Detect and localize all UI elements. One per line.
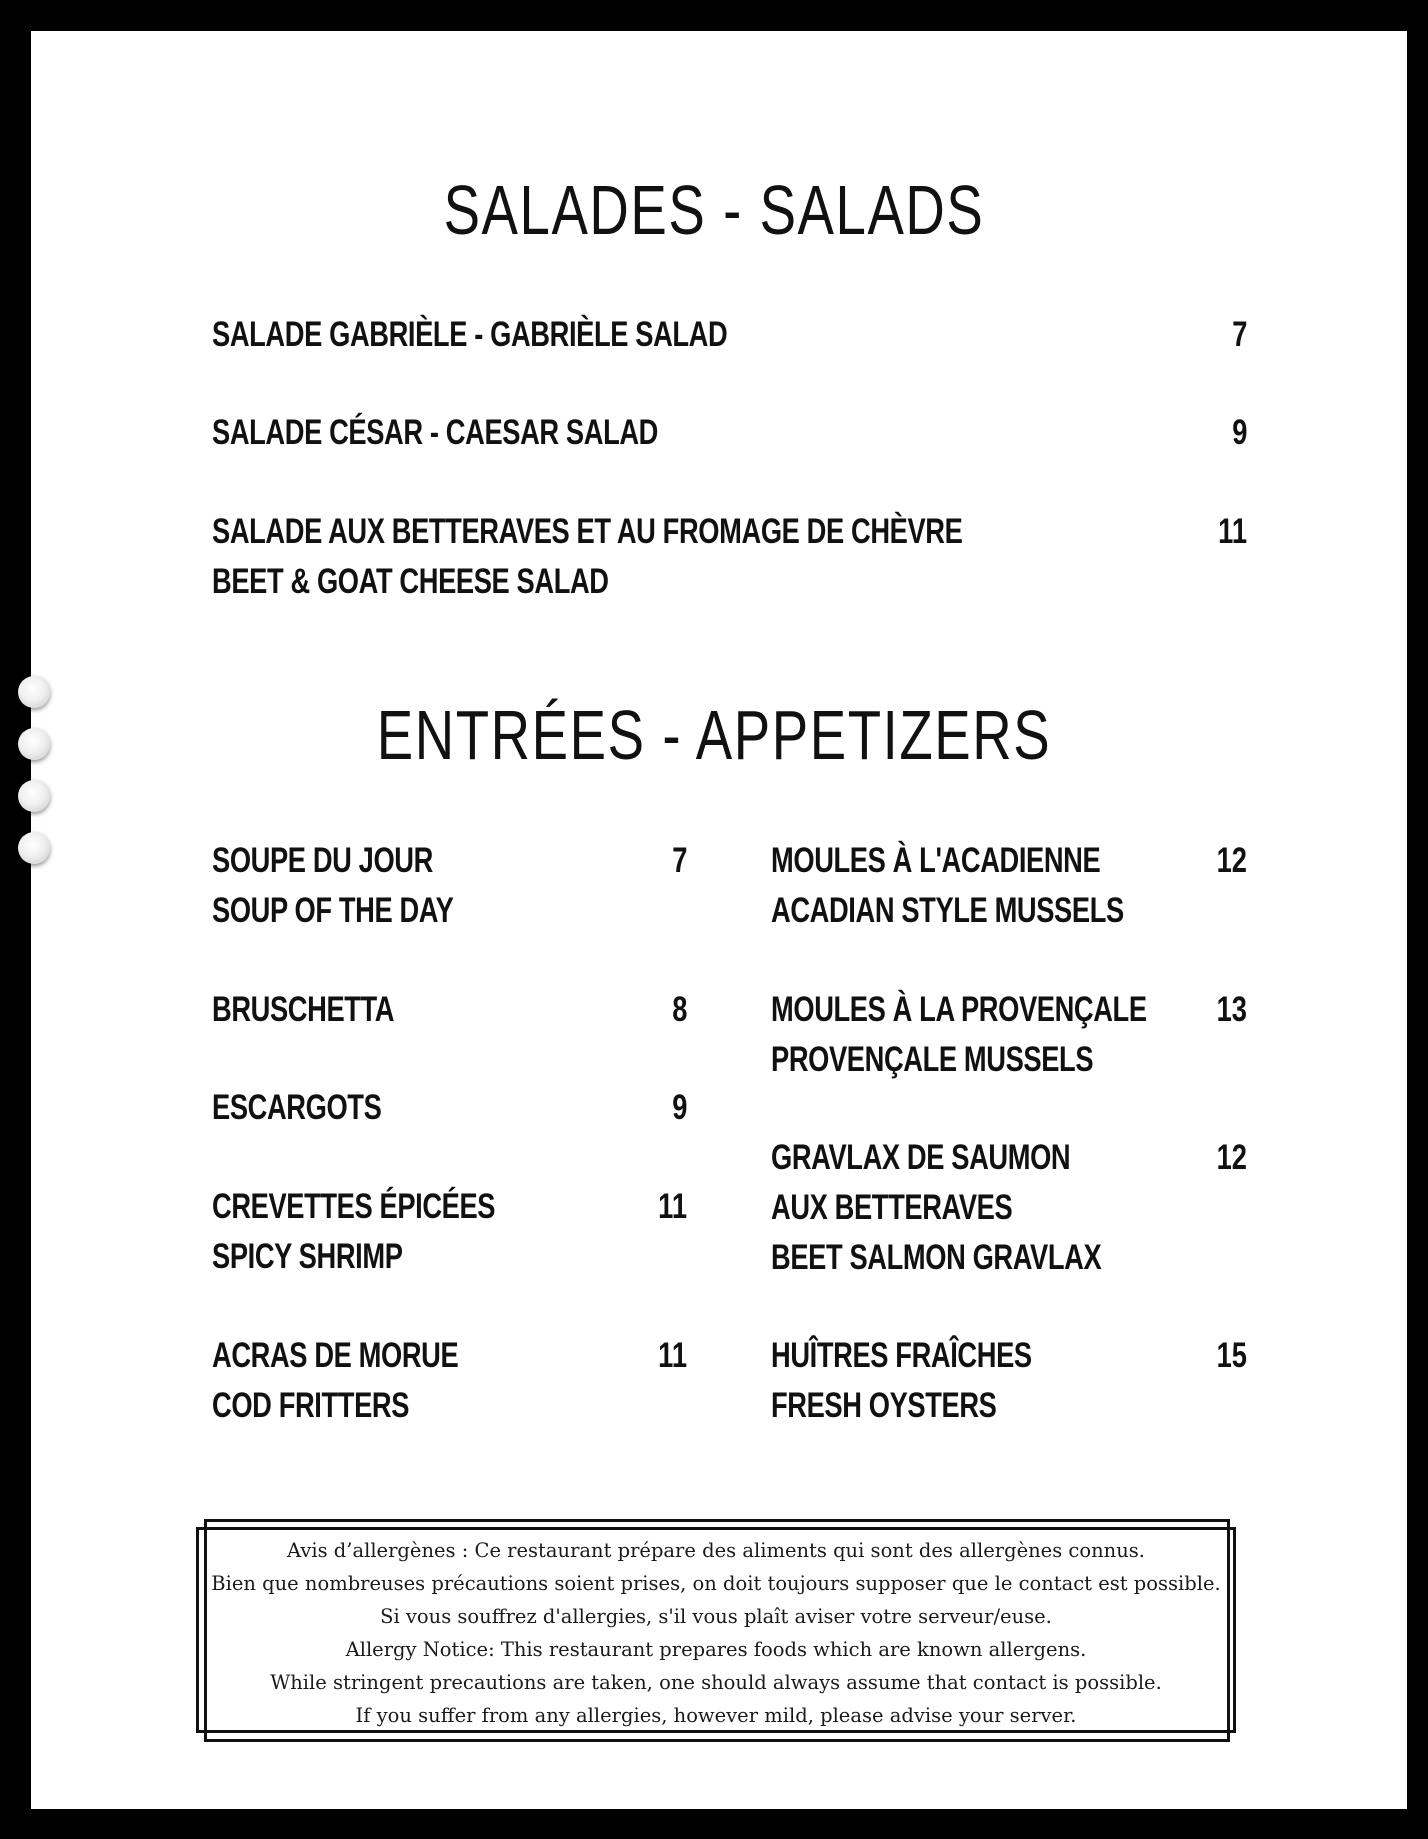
section-title-appetizers: ENTRÉES - APPETIZERS (376, 696, 1052, 774)
item-price: 11 (658, 1336, 687, 1375)
item-price: 11 (658, 1187, 687, 1226)
item-name-line: SALADE CÉSAR - CAESAR SALAD (212, 413, 659, 452)
menu-item-salade-cesar (212, 408, 1247, 458)
item-price: 15 (1216, 1336, 1247, 1375)
item-name-line: GRAVLAX DE SAUMON (771, 1138, 1071, 1177)
item-price: 7 (1231, 315, 1247, 354)
item-price: 9 (1231, 413, 1247, 452)
item-name-line: ACRAS DE MORUE (212, 1336, 459, 1375)
item-name-line: SALADE AUX BETTERAVES ET AU FROMAGE DE CHÈVRE (212, 512, 963, 551)
menu-item-moules-acadienne (771, 836, 1247, 936)
item-name-line: MOULES À L'ACADIENNE (771, 841, 1101, 880)
menu-item-crevettes-epicees (212, 1182, 687, 1282)
menu-item-bruschetta (212, 985, 687, 1035)
allergy-line: Si vous souffrez d'allergies, s'il vous plaît aviser votre serveur/euse. (380, 1605, 1052, 1628)
menu-item-acras-de-morue (212, 1331, 687, 1431)
binder-hole (18, 676, 50, 708)
allergy-notice-box (196, 1519, 1236, 1736)
item-name-line: SALADE GABRIÈLE - GABRIÈLE SALAD (212, 315, 728, 354)
menu-item-moules-provencale (771, 985, 1247, 1085)
item-name-line: BRUSCHETTA (212, 990, 395, 1029)
item-name-line: ACADIAN STYLE MUSSELS (771, 891, 1124, 930)
allergy-line: If you suffer from any allergies, however mild, please advise your server. (355, 1704, 1077, 1727)
allergy-line: Bien que nombreuses précautions soient prises, on doit toujours supposer que le contact est possible. (211, 1572, 1221, 1595)
menu-item-soupe-du-jour (212, 836, 687, 936)
allergy-notice-text (196, 1534, 1236, 1732)
item-price: 12 (1216, 841, 1247, 880)
item-price: 13 (1216, 990, 1247, 1029)
item-price: 12 (1216, 1138, 1247, 1177)
item-name-line: FRESH OYSTERS (771, 1386, 997, 1425)
item-name-line: HUÎTRES FRAÎCHES (771, 1336, 1032, 1375)
item-name-line: BEET SALMON GRAVLAX (771, 1238, 1102, 1277)
item-name-line: ESCARGOTS (212, 1088, 382, 1127)
section-title-salads: SALADES - SALADS (443, 171, 985, 249)
item-name-line: MOULES À LA PROVENÇALE (771, 990, 1147, 1029)
allergy-line: Avis d’allergènes : Ce restaurant prépare des aliments qui sont des allergènes connus. (287, 1539, 1145, 1562)
menu-item-salade-gabriele (212, 310, 1247, 360)
menu-item-huitres (771, 1331, 1247, 1431)
item-price: 9 (671, 1088, 687, 1127)
item-price: 11 (1218, 512, 1247, 551)
menu-item-gravlax (771, 1133, 1247, 1283)
item-name-line: SPICY SHRIMP (212, 1237, 403, 1276)
item-name-line: SOUP OF THE DAY (212, 891, 454, 930)
binder-hole (18, 780, 50, 812)
menu-item-escargots (212, 1083, 687, 1133)
allergy-line: Allergy Notice: This restaurant prepares foods which are known allergens. (345, 1638, 1087, 1661)
binder-holes (18, 676, 50, 884)
binder-hole (18, 832, 50, 864)
menu-item-salade-betteraves (212, 507, 1247, 607)
item-name-line: PROVENÇALE MUSSELS (771, 1040, 1094, 1079)
binder-hole (18, 728, 50, 760)
item-name-line: CREVETTES ÉPICÉES (212, 1187, 496, 1226)
item-price: 8 (671, 990, 687, 1029)
item-name-line: BEET & GOAT CHEESE SALAD (212, 562, 609, 601)
item-name-line: AUX BETTERAVES (771, 1188, 1013, 1227)
item-name-line: SOUPE DU JOUR (212, 841, 433, 880)
item-price: 7 (671, 841, 687, 880)
allergy-line: While stringent precautions are taken, one should always assume that contact is possible. (270, 1671, 1162, 1694)
item-name-line: COD FRITTERS (212, 1386, 410, 1425)
